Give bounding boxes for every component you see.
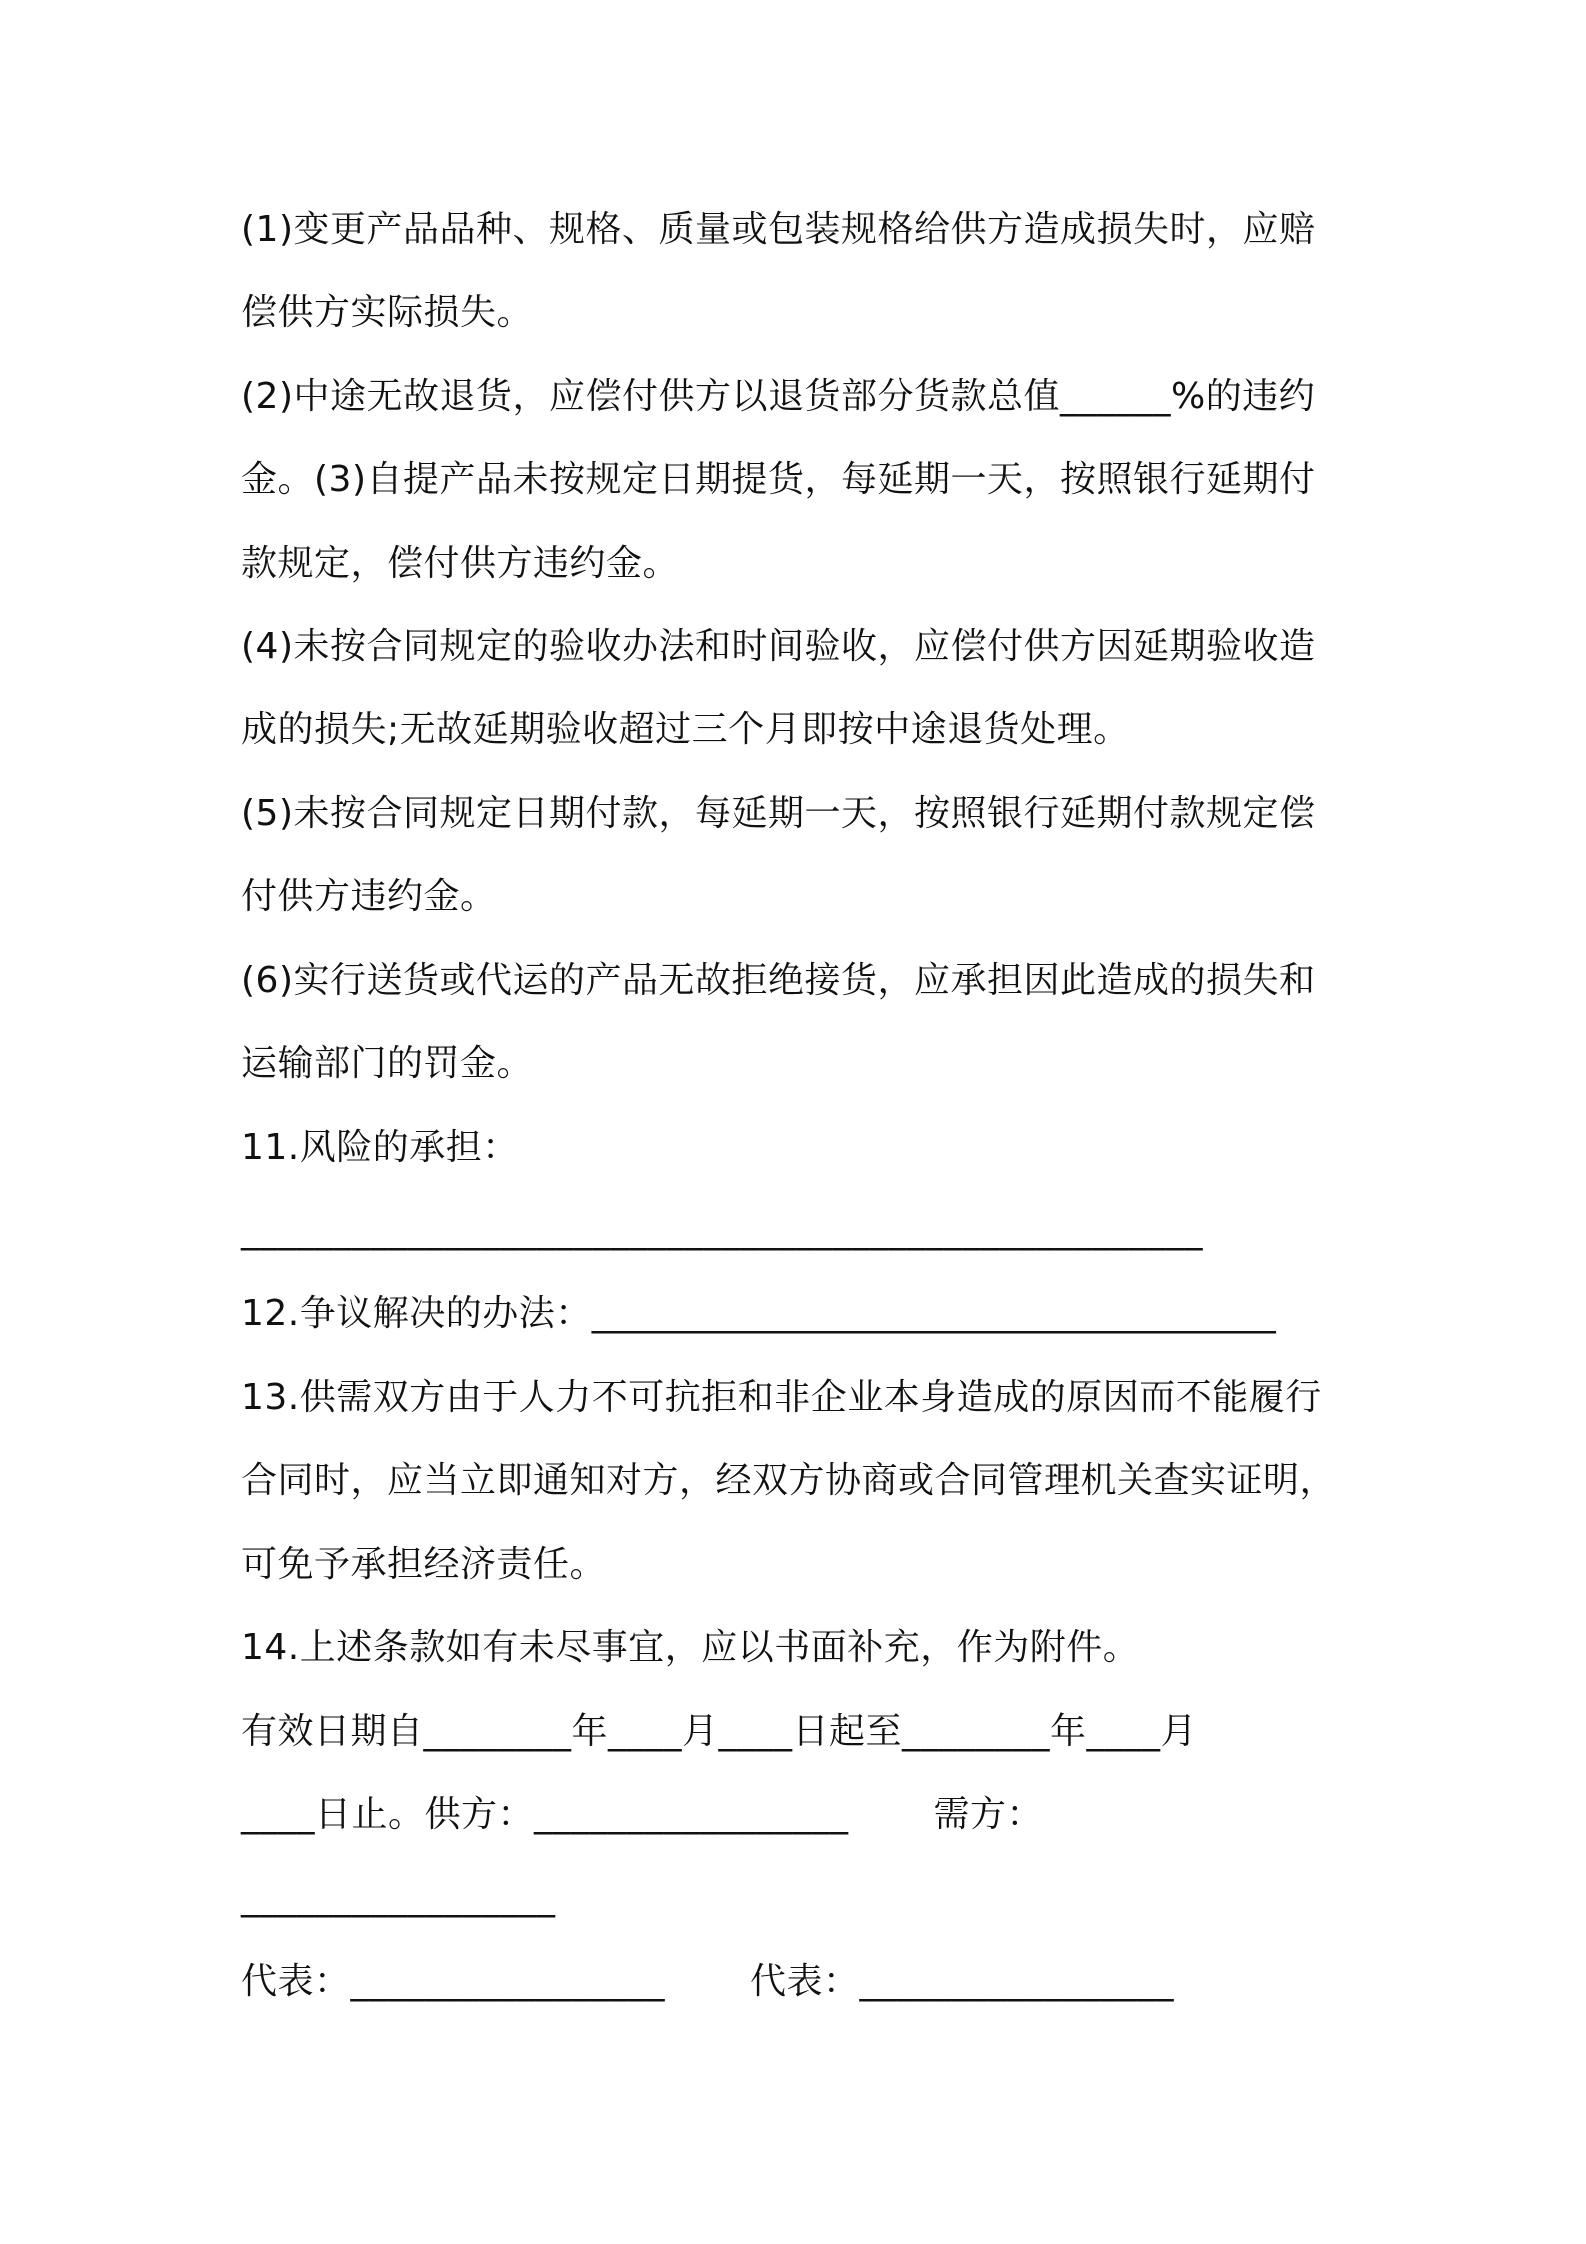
text-line: (4)未按合同规定的验收办法和时间验收，应偿付供方因延期验收造 (241, 626, 1316, 667)
signature-line: ____日止。供方：_________________ 需方： (241, 1794, 1043, 1835)
representative-line: 代表：_________________ 代表：_________________ (241, 1961, 1174, 2002)
text-line: 合同时，应当立即通知对方，经双方协商或合同管理机关查实证明， (241, 1460, 1337, 1501)
validity-date-line: 有效日期自________年____月____日起至________年____月 (241, 1711, 1198, 1752)
blank-fill-line: ____________________________________________________ (241, 1210, 1203, 1251)
blank-fill-line: _________________ (241, 1877, 556, 1918)
text-line: 付供方违约金。 (241, 876, 497, 917)
text-line: (2)中途无故退货，应偿付供方以退货部分货款总值______%的违约 (241, 376, 1316, 417)
text-line: 偿供方实际损失。 (241, 292, 534, 333)
text-line: 款规定，偿付供方违约金。 (241, 543, 680, 584)
text-line: 可免予承担经济责任。 (241, 1544, 607, 1585)
section-heading: 12.争议解决的办法：_____________________________________ (241, 1293, 1277, 1334)
text-line: 运输部门的罚金。 (241, 1043, 534, 1084)
text-line: 金。(3)自提产品未按规定日期提货，每延期一天，按照银行延期付 (241, 459, 1316, 500)
text-line: 成的损失;无故延期验收超过三个月即按中途退货处理。 (241, 709, 1130, 750)
text-line: (5)未按合同规定日期付款，每延期一天，按照银行延期付款规定偿 (241, 793, 1316, 834)
text-line: 14.上述条款如有未尽事宜，应以书面补充，作为附件。 (241, 1627, 1140, 1668)
text-line: (6)实行送货或代运的产品无故拒绝接货，应承担因此造成的损失和 (241, 960, 1316, 1001)
text-line: (1)变更产品品种、规格、质量或包装规格给供方造成损失时，应赔 (241, 209, 1316, 250)
text-line: 13.供需双方由于人力不可抗拒和非企业本身造成的原因而不能履行 (241, 1377, 1322, 1418)
section-heading: 11.风险的承担： (241, 1127, 519, 1168)
